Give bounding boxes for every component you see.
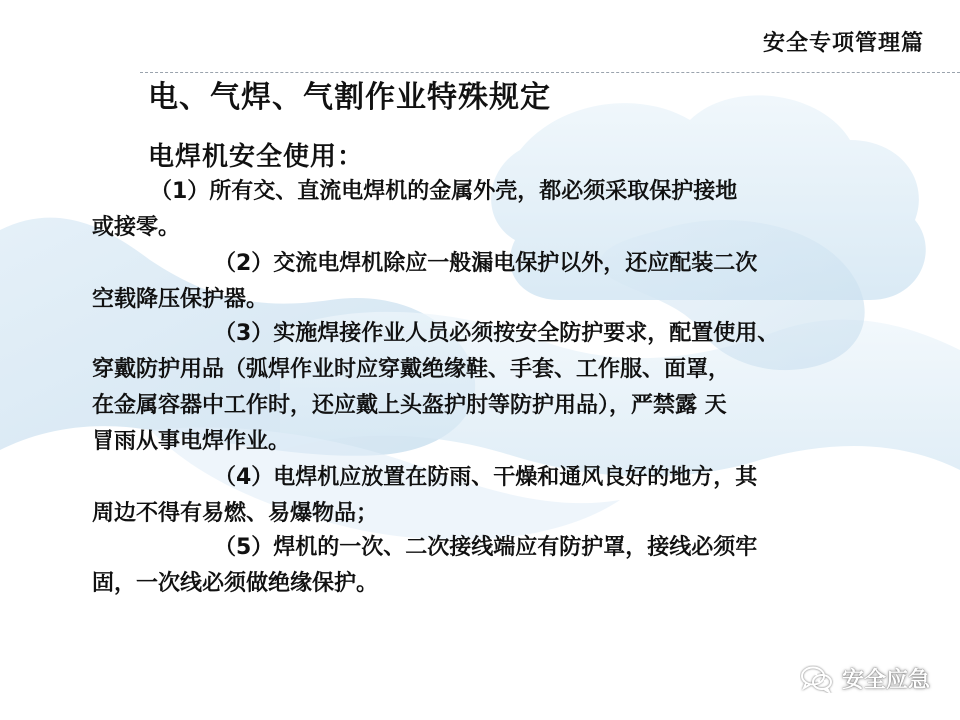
paragraph-line: 周边不得有易燃、易爆物品；	[92, 501, 379, 526]
slide-title: 电、气焊、气割作业特殊规定	[148, 80, 551, 115]
paragraph-line: 空载降压保护器。	[92, 287, 269, 312]
paragraph-line: （1）所有交、直流电焊机的金属外壳，都必须采取保护接地	[150, 179, 738, 204]
rule-paragraph-3	[92, 316, 882, 460]
section-heading: 电焊机安全使用：	[148, 142, 365, 172]
rule-paragraph-2	[92, 246, 882, 318]
paragraph-line: 固，一次线必须做绝缘保护。	[92, 571, 379, 596]
rule-paragraph-1	[92, 174, 882, 246]
paragraph-line: （5）焊机的一次、二次接线端应有防护罩，接线必须牢	[214, 535, 758, 560]
paragraph-line: 冒雨从事电焊作业。	[92, 429, 291, 454]
paragraph-line: （3）实施焊接作业人员必须按安全防护要求，配置使用、	[214, 321, 780, 346]
paragraph-line: 穿戴防护用品（弧焊作业时应穿戴绝缘鞋、手套、工作服、面罩，	[92, 357, 731, 382]
paragraph-line: 在金属容器中工作时，还应戴上头盔护肘等防护用品），严禁露 天	[92, 393, 727, 418]
header-label: 安全专项管理篇	[762, 31, 924, 56]
watermark-text: 安全应急	[841, 668, 930, 693]
rule-paragraph-5	[92, 530, 882, 602]
source-watermark	[800, 663, 930, 694]
wechat-icon	[800, 665, 834, 693]
rule-paragraph-4	[92, 460, 882, 532]
paragraph-line: 或接零。	[92, 215, 181, 240]
paragraph-line: （2）交流电焊机除应一般漏电保护以外，还应配装二次	[214, 251, 758, 276]
paragraph-line: （4）电焊机应放置在防雨、干燥和通风良好的地方，其	[214, 465, 758, 490]
